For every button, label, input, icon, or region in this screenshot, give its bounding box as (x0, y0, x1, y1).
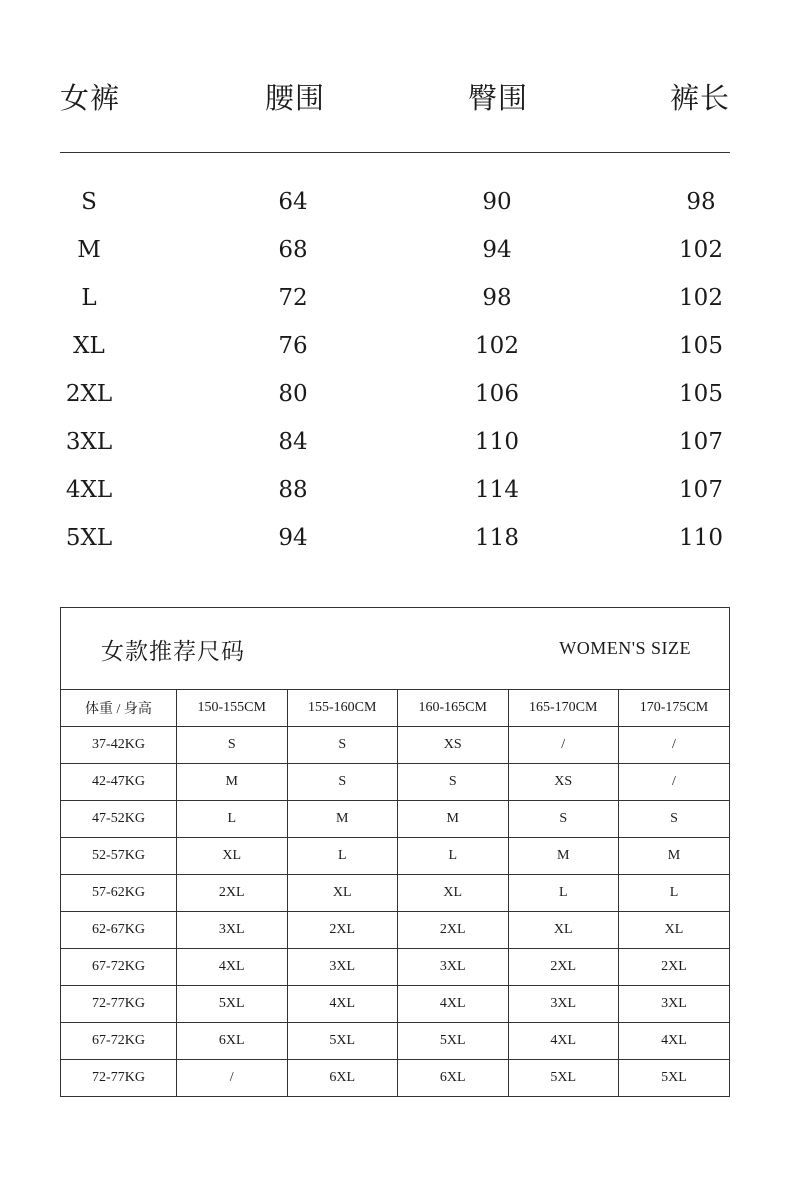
measurement-cell: 102 (679, 285, 723, 311)
size-cell: 5XL (287, 1023, 398, 1060)
size-cell: 4XL (508, 1023, 619, 1060)
size-cell: 3XL (619, 986, 730, 1023)
measurement-cell: 107 (679, 429, 723, 455)
recommend-row (61, 912, 729, 949)
measurement-cell: 98 (686, 189, 716, 215)
measurement-cell: 2XL (65, 381, 113, 407)
measurement-row (60, 274, 730, 322)
measurement-cell: 76 (278, 333, 308, 359)
size-cell: 3XL (177, 912, 288, 949)
measurement-cell: 102 (679, 237, 723, 263)
measurement-cell: 105 (679, 381, 723, 407)
measurement-cell: 68 (278, 237, 308, 263)
size-cell: M (287, 801, 398, 838)
size-cell: S (177, 727, 288, 764)
measurement-cell: 3XL (65, 429, 113, 455)
size-cell: 6XL (177, 1023, 288, 1060)
measurement-table (60, 0, 730, 551)
recommend-column-header-row (61, 690, 729, 727)
measurement-cell: 98 (482, 285, 512, 311)
size-cell: XL (508, 912, 619, 949)
size-cell: S (287, 764, 398, 801)
size-cell: / (619, 764, 730, 801)
size-cell: L (619, 875, 730, 912)
size-cell: 5XL (661, 1070, 687, 1085)
measurement-rows (60, 178, 730, 562)
size-cell: 2XL (508, 949, 619, 986)
size-cell: XS (398, 727, 509, 764)
measurement-header (60, 0, 730, 153)
size-cell: M (398, 801, 509, 838)
recommend-row (61, 986, 729, 1023)
weight-cell: 62-67KG (61, 912, 177, 949)
recommend-column-header: 体重 / 身高 (61, 690, 177, 727)
size-cell: 5XL (508, 1060, 619, 1097)
weight-cell: 72-77KG (61, 986, 177, 1023)
recommend-grid (61, 690, 729, 1096)
measurement-cell: XL (73, 333, 105, 359)
measurement-row (60, 226, 730, 274)
size-cell: 6XL (287, 1060, 398, 1097)
recommend-row (61, 1060, 729, 1097)
measurement-cell: 72 (278, 285, 308, 311)
recommend-row (61, 949, 729, 986)
measurement-cell: 88 (278, 477, 308, 503)
size-cell: S (287, 727, 398, 764)
measurement-cell: S (81, 189, 97, 215)
recommend-row (61, 801, 729, 838)
recommend-row (61, 727, 729, 764)
weight-cell: 72-77KG (61, 1060, 177, 1097)
measurement-cell: 110 (679, 525, 723, 551)
header-waist: 腰围 (265, 81, 326, 115)
measurement-cell: 105 (679, 333, 723, 359)
size-cell: / (619, 727, 730, 764)
size-cell: 6XL (398, 1060, 509, 1097)
measurement-cell: 94 (278, 525, 308, 551)
size-cell: 5XL (177, 986, 288, 1023)
measurement-row (60, 322, 730, 370)
size-cell: 2XL (177, 875, 288, 912)
measurement-cell: 5XL (65, 525, 113, 551)
recommend-title-en: WOMEN'S SIZE (559, 638, 691, 658)
size-cell: L (177, 801, 288, 838)
size-cell: 4XL (619, 1023, 730, 1060)
size-cell: XL (177, 838, 288, 875)
size-cell: 4XL (398, 986, 509, 1023)
weight-cell: 67-72KG (61, 949, 177, 986)
size-cell: M (508, 838, 619, 875)
size-cell: L (287, 838, 398, 875)
weight-cell: 42-47KG (61, 764, 177, 801)
recommend-row (61, 838, 729, 875)
measurement-row (60, 370, 730, 418)
recommend-row (61, 1023, 729, 1060)
measurement-row (60, 178, 730, 226)
size-cell: S (508, 801, 619, 838)
size-cell: 2XL (619, 949, 730, 986)
recommend-row (61, 764, 729, 801)
recommend-column-header: 165-170CM (508, 690, 619, 727)
measurement-cell: 4XL (65, 477, 113, 503)
size-cell: XL (619, 912, 730, 949)
measurement-cell: L (81, 285, 97, 311)
weight-cell: 37-42KG (61, 727, 177, 764)
measurement-cell: 90 (482, 189, 512, 215)
size-cell: / (177, 1060, 288, 1097)
measurement-cell: 64 (278, 189, 308, 215)
size-cell: L (508, 875, 619, 912)
measurement-row (60, 418, 730, 466)
header-pants: 女裤 (60, 81, 121, 115)
recommend-column-header: 150-155CM (177, 690, 288, 727)
measurement-cell: 80 (278, 381, 308, 407)
measurement-cell: 102 (475, 333, 519, 359)
size-cell: XS (508, 764, 619, 801)
weight-cell: 67-72KG (61, 1023, 177, 1060)
recommend-column-header: 170-175CM (619, 690, 730, 727)
size-cell: L (398, 838, 509, 875)
size-cell: 4XL (287, 986, 398, 1023)
size-cell: XL (287, 875, 398, 912)
size-cell: 5XL (398, 1023, 509, 1060)
measurement-cell: 84 (278, 429, 308, 455)
size-cell: M (177, 764, 288, 801)
size-cell: 3XL (398, 949, 509, 986)
recommend-row (61, 875, 729, 912)
recommend-title: 女款推荐尺码 (101, 639, 245, 665)
size-cell: 4XL (177, 949, 288, 986)
size-cell: 3XL (508, 986, 619, 1023)
size-cell: 2XL (398, 912, 509, 949)
size-cell: XL (398, 875, 509, 912)
measurement-cell: 110 (475, 429, 519, 455)
weight-cell: 57-62KG (61, 875, 177, 912)
measurement-cell: 114 (475, 477, 519, 503)
weight-cell: 52-57KG (61, 838, 177, 875)
size-cell: M (619, 838, 730, 875)
measurement-cell: 118 (475, 525, 519, 551)
recommend-column-header: 155-160CM (287, 690, 398, 727)
measurement-cell: 106 (475, 381, 519, 407)
measurement-cell: M (77, 237, 101, 263)
measurement-cell: 94 (482, 237, 512, 263)
size-cell: / (508, 727, 619, 764)
recommend-column-header: 160-165CM (398, 690, 509, 727)
measurement-cell: 107 (679, 477, 723, 503)
recommend-table (60, 607, 730, 1097)
weight-cell: 47-52KG (61, 801, 177, 838)
size-cell: 2XL (287, 912, 398, 949)
header-hip: 臀围 (468, 81, 529, 115)
measurement-row (60, 514, 730, 562)
measurement-row (60, 466, 730, 514)
size-cell: S (619, 801, 730, 838)
size-cell: 3XL (287, 949, 398, 986)
recommend-header (61, 608, 729, 690)
header-length: 裤长 (669, 81, 730, 115)
size-cell: S (398, 764, 509, 801)
